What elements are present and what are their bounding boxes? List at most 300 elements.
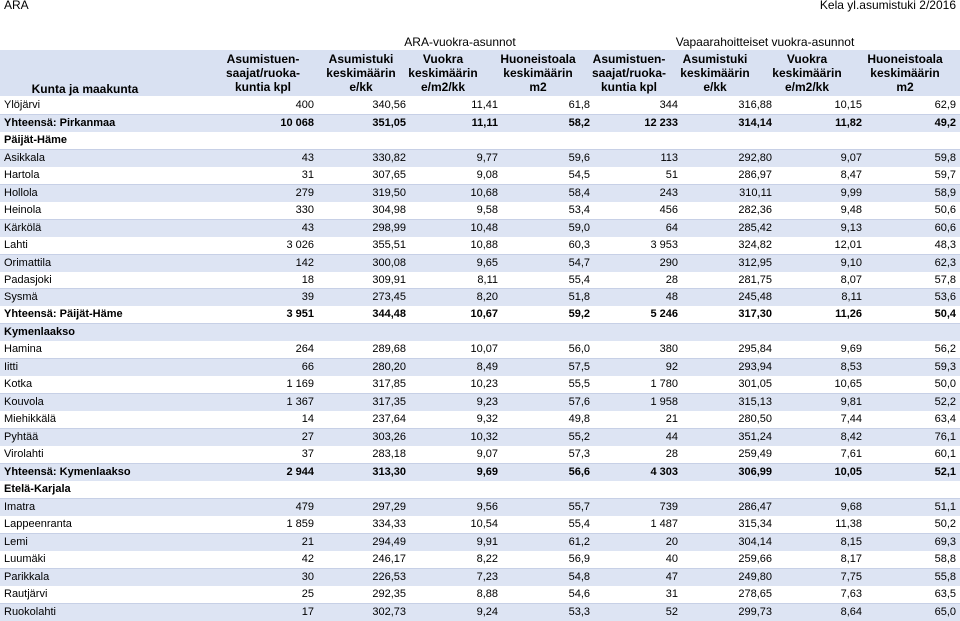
cell-value: 285,42 (682, 219, 776, 236)
cell-value (594, 481, 682, 498)
cell-value: 10,88 (410, 237, 502, 254)
table-row (0, 289, 960, 306)
cell-value: 9,58 (410, 202, 502, 219)
cell-value (502, 132, 594, 149)
table-row (0, 341, 960, 358)
cell-value: 63,4 (866, 411, 960, 428)
table-row (0, 184, 960, 201)
cell-value: 57,8 (866, 272, 960, 289)
cell-value: 344 (594, 97, 682, 114)
row-label: Yhteensä: Päijät-Häme (0, 306, 218, 323)
cell-value: 246,17 (318, 551, 410, 568)
cell-value (682, 481, 776, 498)
cell-value: 289,68 (318, 341, 410, 358)
region-header-row (0, 132, 960, 149)
cell-value: 11,26 (776, 306, 866, 323)
column-header-vapaa-vuokra: Vuokra keskimäärin e/m2/kk (772, 52, 842, 94)
cell-value: 273,45 (318, 289, 410, 306)
cell-value (776, 132, 866, 149)
cell-value: 27 (218, 429, 318, 446)
cell-value: 259,66 (682, 551, 776, 568)
cell-value: 292,80 (682, 149, 776, 166)
cell-value: 10,05 (776, 464, 866, 481)
cell-value: 7,75 (776, 568, 866, 585)
cell-value: 47 (594, 568, 682, 585)
cell-value: 40 (594, 551, 682, 568)
cell-value: 10 068 (218, 114, 318, 131)
cell-value: 9,23 (410, 394, 502, 411)
cell-value: 31 (594, 586, 682, 603)
cell-value: 59,6 (502, 149, 594, 166)
table-row (0, 411, 960, 428)
cell-value: 54,6 (502, 586, 594, 603)
cell-value: 65,0 (866, 603, 960, 620)
row-label: Rautjärvi (0, 586, 218, 603)
row-label: Kymenlaakso (0, 324, 218, 341)
cell-value: 317,30 (682, 306, 776, 323)
cell-value: 8,53 (776, 359, 866, 376)
cell-value: 293,94 (682, 359, 776, 376)
cell-value: 56,2 (866, 341, 960, 358)
cell-value: 142 (218, 254, 318, 271)
cell-value: 48,3 (866, 237, 960, 254)
cell-value: 281,75 (682, 272, 776, 289)
row-label: Asikkala (0, 149, 218, 166)
cell-value: 42 (218, 551, 318, 568)
cell-value: 456 (594, 202, 682, 219)
cell-value: 62,3 (866, 254, 960, 271)
cell-value: 280,50 (682, 411, 776, 428)
cell-value: 8,17 (776, 551, 866, 568)
cell-value: 307,65 (318, 167, 410, 184)
cell-value: 48 (594, 289, 682, 306)
cell-value (410, 324, 502, 341)
cell-value: 259,49 (682, 446, 776, 463)
cell-value: 43 (218, 149, 318, 166)
row-label: Imatra (0, 498, 218, 515)
cell-value: 315,34 (682, 516, 776, 533)
cell-value: 1 487 (594, 516, 682, 533)
cell-value: 55,4 (502, 272, 594, 289)
cell-value: 50,2 (866, 516, 960, 533)
cell-value: 10,48 (410, 219, 502, 236)
cell-value (410, 481, 502, 498)
cell-value (866, 481, 960, 498)
cell-value: 319,50 (318, 184, 410, 201)
cell-value: 380 (594, 341, 682, 358)
cell-value: 9,07 (410, 446, 502, 463)
row-label: Hartola (0, 167, 218, 184)
cell-value: 8,42 (776, 429, 866, 446)
cell-value: 11,38 (776, 516, 866, 533)
cell-value: 278,65 (682, 586, 776, 603)
table-row (0, 586, 960, 603)
row-label: Lemi (0, 533, 218, 550)
row-label: Luumäki (0, 551, 218, 568)
cell-value: 52 (594, 603, 682, 620)
cell-value: 57,6 (502, 394, 594, 411)
cell-value: 53,4 (502, 202, 594, 219)
cell-value: 295,84 (682, 341, 776, 358)
cell-value: 28 (594, 272, 682, 289)
table-row (0, 272, 960, 289)
cell-value: 56,0 (502, 341, 594, 358)
table-row (0, 359, 960, 376)
cell-value: 400 (218, 97, 318, 114)
cell-value: 54,7 (502, 254, 594, 271)
table-row (0, 167, 960, 184)
cell-value: 60,1 (866, 446, 960, 463)
cell-value: 58,4 (502, 184, 594, 201)
row-label: Virolahti (0, 446, 218, 463)
cell-value: 1 780 (594, 376, 682, 393)
cell-value: 10,54 (410, 516, 502, 533)
cell-value: 10,07 (410, 341, 502, 358)
cell-value: 2 944 (218, 464, 318, 481)
cell-value: 8,47 (776, 167, 866, 184)
cell-value: 55,4 (502, 516, 594, 533)
cell-value: 8,88 (410, 586, 502, 603)
cell-value: 300,08 (318, 254, 410, 271)
cell-value: 3 026 (218, 237, 318, 254)
cell-value: 8,07 (776, 272, 866, 289)
cell-value: 12 233 (594, 114, 682, 131)
column-header-vapaa-asumistuki: Asumistuki keskimäärin e/kk (680, 52, 750, 94)
cell-value: 313,30 (318, 464, 410, 481)
cell-value (502, 324, 594, 341)
cell-value: 10,67 (410, 306, 502, 323)
cell-value: 306,99 (682, 464, 776, 481)
table-row (0, 533, 960, 550)
cell-value: 344,48 (318, 306, 410, 323)
cell-value: 8,11 (776, 289, 866, 306)
cell-value: 317,35 (318, 394, 410, 411)
column-header-kunta: Kunta ja maakunta (31, 82, 139, 96)
cell-value: 324,82 (682, 237, 776, 254)
cell-value: 9,32 (410, 411, 502, 428)
cell-value: 9,99 (776, 184, 866, 201)
cell-value: 62,9 (866, 97, 960, 114)
table-row (0, 446, 960, 463)
cell-value: 14 (218, 411, 318, 428)
cell-value: 3 953 (594, 237, 682, 254)
cell-value: 1 169 (218, 376, 318, 393)
top-left-label: ARA (4, 0, 29, 12)
cell-value: 9,77 (410, 149, 502, 166)
summary-row (0, 306, 960, 323)
cell-value: 64 (594, 219, 682, 236)
cell-value: 49,8 (502, 411, 594, 428)
cell-value: 55,2 (502, 429, 594, 446)
cell-value: 9,68 (776, 498, 866, 515)
row-label: Heinola (0, 202, 218, 219)
table-row (0, 429, 960, 446)
cell-value: 57,5 (502, 359, 594, 376)
cell-value (218, 481, 318, 498)
cell-value: 309,91 (318, 272, 410, 289)
cell-value: 304,98 (318, 202, 410, 219)
cell-value: 50,6 (866, 202, 960, 219)
cell-value: 312,95 (682, 254, 776, 271)
cell-value: 7,23 (410, 568, 502, 585)
cell-value: 8,20 (410, 289, 502, 306)
cell-value: 1 958 (594, 394, 682, 411)
cell-value: 286,47 (682, 498, 776, 515)
cell-value: 297,29 (318, 498, 410, 515)
cell-value: 9,81 (776, 394, 866, 411)
cell-value: 69,3 (866, 533, 960, 550)
cell-value: 315,13 (682, 394, 776, 411)
row-label: Parikkala (0, 568, 218, 585)
cell-value: 479 (218, 498, 318, 515)
cell-value: 53,3 (502, 603, 594, 620)
column-header-ara-huoneistoala: Huoneistoala keskimäärin m2 (500, 52, 576, 94)
cell-value: 7,63 (776, 586, 866, 603)
cell-value: 11,11 (410, 114, 502, 131)
cell-value (318, 324, 410, 341)
cell-value: 8,22 (410, 551, 502, 568)
region-header-row (0, 481, 960, 498)
cell-value: 51 (594, 167, 682, 184)
cell-value: 8,15 (776, 533, 866, 550)
cell-value: 301,05 (682, 376, 776, 393)
cell-value: 60,3 (502, 237, 594, 254)
cell-value: 11,41 (410, 97, 502, 114)
column-header-vapaa-huoneistoala: Huoneistoala keskimäärin m2 (867, 52, 943, 94)
cell-value: 10,65 (776, 376, 866, 393)
table-row (0, 568, 960, 585)
cell-value: 9,08 (410, 167, 502, 184)
cell-value: 56,9 (502, 551, 594, 568)
cell-value: 330,82 (318, 149, 410, 166)
column-header-ara-saajat: Asumistuen- saajat/ruoka- kuntia kpl (225, 52, 301, 94)
cell-value: 51,8 (502, 289, 594, 306)
cell-value: 28 (594, 446, 682, 463)
row-label: Pyhtää (0, 429, 218, 446)
top-right-label: Kela yl.asumistuki 2/2016 (819, 0, 956, 12)
cell-value: 50,4 (866, 306, 960, 323)
row-label: Lappeenranta (0, 516, 218, 533)
cell-value (594, 132, 682, 149)
cell-value: 1 859 (218, 516, 318, 533)
group-header-vapaa: Vapaarahoitteiset vuokra-asunnot (675, 35, 855, 49)
table-row (0, 498, 960, 515)
column-header-ara-asumistuki: Asumistuki keskimäärin e/kk (326, 52, 396, 94)
cell-value: 7,61 (776, 446, 866, 463)
cell-value: 10,32 (410, 429, 502, 446)
cell-value: 302,73 (318, 603, 410, 620)
cell-value: 9,24 (410, 603, 502, 620)
cell-value: 294,49 (318, 533, 410, 550)
table-row (0, 237, 960, 254)
cell-value: 37 (218, 446, 318, 463)
cell-value: 52,1 (866, 464, 960, 481)
cell-value: 334,33 (318, 516, 410, 533)
cell-value: 303,26 (318, 429, 410, 446)
cell-value: 39 (218, 289, 318, 306)
cell-value (866, 324, 960, 341)
cell-value: 61,8 (502, 97, 594, 114)
row-label: Hamina (0, 341, 218, 358)
cell-value: 283,18 (318, 446, 410, 463)
cell-value (502, 481, 594, 498)
cell-value: 264 (218, 341, 318, 358)
cell-value: 290 (594, 254, 682, 271)
cell-value: 61,2 (502, 533, 594, 550)
cell-value: 355,51 (318, 237, 410, 254)
cell-value: 63,5 (866, 586, 960, 603)
cell-value: 9,56 (410, 498, 502, 515)
cell-value: 9,48 (776, 202, 866, 219)
cell-value: 739 (594, 498, 682, 515)
cell-value: 53,6 (866, 289, 960, 306)
cell-value (866, 132, 960, 149)
cell-value: 12,01 (776, 237, 866, 254)
cell-value: 25 (218, 586, 318, 603)
cell-value: 299,73 (682, 603, 776, 620)
cell-value: 237,64 (318, 411, 410, 428)
cell-value: 8,11 (410, 272, 502, 289)
cell-value: 9,69 (776, 341, 866, 358)
cell-value: 55,7 (502, 498, 594, 515)
cell-value: 286,97 (682, 167, 776, 184)
cell-value: 59,7 (866, 167, 960, 184)
cell-value (218, 132, 318, 149)
table-row (0, 551, 960, 568)
row-label: Padasjoki (0, 272, 218, 289)
cell-value: 249,80 (682, 568, 776, 585)
summary-row (0, 114, 960, 131)
table-row (0, 394, 960, 411)
cell-value: 59,3 (866, 359, 960, 376)
table-row (0, 254, 960, 271)
cell-value: 340,56 (318, 97, 410, 114)
table-row (0, 202, 960, 219)
column-header-vapaa-saajat: Asumistuen- saajat/ruoka- kuntia kpl (591, 52, 667, 94)
cell-value: 245,48 (682, 289, 776, 306)
group-header-ara: ARA-vuokra-asunnot (404, 35, 516, 49)
row-label: Yhteensä: Kymenlaakso (0, 464, 218, 481)
table-row (0, 97, 960, 114)
cell-value: 351,24 (682, 429, 776, 446)
cell-value: 226,53 (318, 568, 410, 585)
cell-value (594, 324, 682, 341)
cell-value: 9,69 (410, 464, 502, 481)
cell-value: 3 951 (218, 306, 318, 323)
cell-value: 298,99 (318, 219, 410, 236)
cell-value: 57,3 (502, 446, 594, 463)
cell-value: 59,8 (866, 149, 960, 166)
row-label: Ruokolahti (0, 603, 218, 620)
cell-value: 292,35 (318, 586, 410, 603)
row-label: Lahti (0, 237, 218, 254)
table-row (0, 516, 960, 533)
cell-value: 54,5 (502, 167, 594, 184)
cell-value: 76,1 (866, 429, 960, 446)
cell-value: 66 (218, 359, 318, 376)
top-bar (0, 0, 960, 14)
cell-value: 21 (218, 533, 318, 550)
cell-value: 31 (218, 167, 318, 184)
table-row (0, 149, 960, 166)
row-label: Päijät-Häme (0, 132, 218, 149)
row-label: Orimattila (0, 254, 218, 271)
cell-value: 113 (594, 149, 682, 166)
cell-value: 10,15 (776, 97, 866, 114)
cell-value: 58,8 (866, 551, 960, 568)
cell-value: 9,65 (410, 254, 502, 271)
cell-value: 9,13 (776, 219, 866, 236)
cell-value: 10,68 (410, 184, 502, 201)
cell-value: 1 367 (218, 394, 318, 411)
cell-value: 5 246 (594, 306, 682, 323)
cell-value (318, 481, 410, 498)
cell-value (682, 132, 776, 149)
cell-value: 279 (218, 184, 318, 201)
cell-value: 56,6 (502, 464, 594, 481)
cell-value: 55,8 (866, 568, 960, 585)
table-row (0, 376, 960, 393)
cell-value: 9,91 (410, 533, 502, 550)
cell-value (318, 132, 410, 149)
row-label: Hollola (0, 184, 218, 201)
cell-value: 243 (594, 184, 682, 201)
cell-value: 54,8 (502, 568, 594, 585)
cell-value: 4 303 (594, 464, 682, 481)
row-label: Kouvola (0, 394, 218, 411)
cell-value: 330 (218, 202, 318, 219)
cell-value: 43 (218, 219, 318, 236)
row-label: Ylöjärvi (0, 97, 218, 114)
cell-value: 7,44 (776, 411, 866, 428)
cell-value: 316,88 (682, 97, 776, 114)
cell-value: 58,9 (866, 184, 960, 201)
cell-value: 310,11 (682, 184, 776, 201)
row-label: Sysmä (0, 289, 218, 306)
row-label: Etelä-Karjala (0, 481, 218, 498)
cell-value: 44 (594, 429, 682, 446)
row-label: Kotka (0, 376, 218, 393)
cell-value: 11,82 (776, 114, 866, 131)
cell-value: 314,14 (682, 114, 776, 131)
cell-value (410, 132, 502, 149)
cell-value: 59,0 (502, 219, 594, 236)
cell-value: 49,2 (866, 114, 960, 131)
cell-value: 59,2 (502, 306, 594, 323)
cell-value: 18 (218, 272, 318, 289)
row-label: Yhteensä: Pirkanmaa (0, 114, 218, 131)
cell-value: 50,0 (866, 376, 960, 393)
cell-value: 20 (594, 533, 682, 550)
cell-value: 30 (218, 568, 318, 585)
cell-value: 282,36 (682, 202, 776, 219)
row-label: Kärkölä (0, 219, 218, 236)
region-header-row (0, 324, 960, 341)
cell-value (776, 324, 866, 341)
cell-value: 9,07 (776, 149, 866, 166)
summary-row (0, 464, 960, 481)
cell-value: 60,6 (866, 219, 960, 236)
cell-value: 55,5 (502, 376, 594, 393)
cell-value: 51,1 (866, 498, 960, 515)
cell-value: 58,2 (502, 114, 594, 131)
cell-value: 9,10 (776, 254, 866, 271)
cell-value: 21 (594, 411, 682, 428)
cell-value: 17 (218, 603, 318, 620)
cell-value (682, 324, 776, 341)
cell-value: 280,20 (318, 359, 410, 376)
data-table (0, 97, 960, 621)
